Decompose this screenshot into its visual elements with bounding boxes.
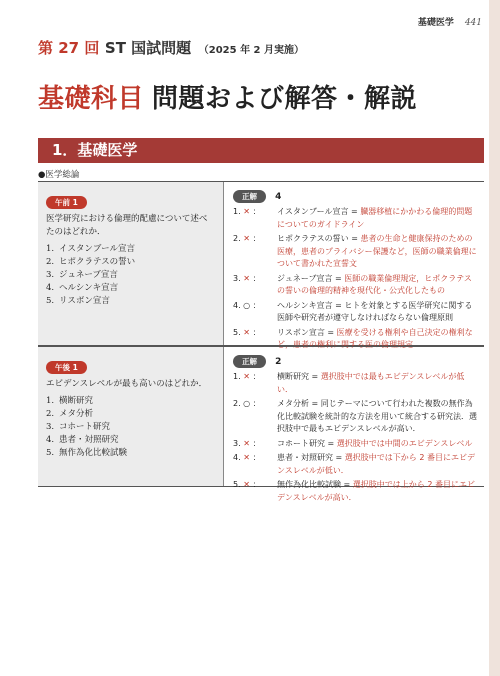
choice-item: 3. コホート研究 (46, 422, 111, 432)
explanation-item: 2. ✕ ： ヒポクラテスの誓い = 患者の生命と健康保持のための医療，患者のプライバシー保護など，医師の職業倫理について書かれた宣誓文 (233, 234, 477, 268)
question-panel (38, 347, 224, 486)
explanation-list (233, 371, 478, 504)
explanation-item: 4. ○ ： ヘルシンキ宣言 = ヒトを対象とする医学研究に関する医師や研究者が遵守しなければならない倫理原則 (233, 300, 473, 322)
answer-tag: 正解 (233, 190, 266, 203)
page-edge-strip (489, 0, 500, 676)
choice-item: 3. ジュネーブ宣言 (46, 270, 118, 280)
explanation-item: 3. ✕ ： ジュネーブ宣言 = 医師の職業倫理規定，ヒポクラテスの誓いの倫理的精神を現代化・公式化したもの (233, 273, 472, 295)
choice-item: 4. ヘルシンキ宣言 (46, 283, 119, 293)
answer-number: 2 (275, 357, 282, 367)
explanation-list (233, 206, 478, 352)
explanation-item: 4. ✕ ： 患者・対照研究 = 選択肢中では下から 2 番目にエビデンスレベルが低い． (233, 453, 475, 475)
choice-list (46, 395, 223, 460)
explanation-item: 2. ○ ： メタ分析 = 同じテーマについて行われた複数の無作為化比較試験を統計的な方法を用いて統合する研究法．選択肢中で最もエビデンスレベルが高い． (233, 399, 477, 433)
section-heading: 1．基礎医学 (38, 138, 484, 163)
choice-item: 5. リスボン宣言 (46, 296, 110, 306)
explanation-item: 1. ✕ ： イスタンブール宣言 = 臓器移植にかかわる倫理的問題についてのガイドライン (233, 207, 473, 229)
question-block-2 (38, 346, 484, 502)
explanation-item: 5. ✕ ： リスボン宣言 = 医療を受ける権利や自己決定の権利など，患者の権利に関する医の倫理規定 (233, 327, 473, 349)
answer-number: 4 (275, 192, 282, 202)
answer-panel (224, 182, 484, 349)
answer-heading (233, 355, 478, 368)
page-title-dark: 問題および解答・解説 (152, 84, 418, 114)
question-tag: 午後 1 (46, 361, 87, 374)
running-head-section: 基礎医学 (417, 18, 454, 28)
exam-number: 第 27 回 (38, 39, 100, 57)
choice-item: 5. 無作為化比較試験 (46, 448, 128, 458)
choice-item: 4. 患者・対照研究 (46, 435, 119, 445)
question-panel (38, 182, 224, 345)
choice-item: 1. イスタンブール宣言 (46, 244, 135, 254)
answer-heading (233, 190, 478, 203)
question-block-1 (38, 181, 484, 349)
running-head (372, 15, 482, 28)
subsection-heading: ●医学総論 (38, 170, 80, 180)
question-text: 医学研究における倫理的配慮について述べたのはどれか． (46, 214, 208, 237)
explanation-item: 1. ✕ ： 横断研究 = 選択肢中では最もエビデンスレベルが低い． (233, 372, 465, 394)
answer-tag: 正解 (233, 355, 266, 368)
exam-name: ST 国試問題 (104, 39, 192, 57)
answer-panel (224, 347, 484, 502)
choice-list (46, 243, 223, 308)
choice-item: 2. ヒポクラテスの誓い (46, 257, 136, 267)
page-number: 441 (464, 18, 482, 28)
choice-item: 1. 横断研究 (46, 396, 94, 406)
question-tag: 午前 1 (46, 196, 87, 209)
exam-date: （2025 年 2 月実施） (198, 45, 304, 56)
question-text: エビデンスレベルが最も高いのはどれか． (46, 379, 208, 389)
page-title-red: 基礎科目 (38, 84, 145, 114)
exam-heading (38, 37, 304, 58)
explanation-item: 3. ✕ ： コホート研究 = 選択肢中では中間のエビデンスレベル (233, 438, 473, 448)
explanation-item: 5. ✕ ： 無作為化比較試験 = 選択肢中では上から 2 番目にエビデンスレベルが高い． (233, 480, 475, 502)
page-title (38, 78, 417, 115)
choice-item: 2. メタ分析 (46, 409, 94, 419)
